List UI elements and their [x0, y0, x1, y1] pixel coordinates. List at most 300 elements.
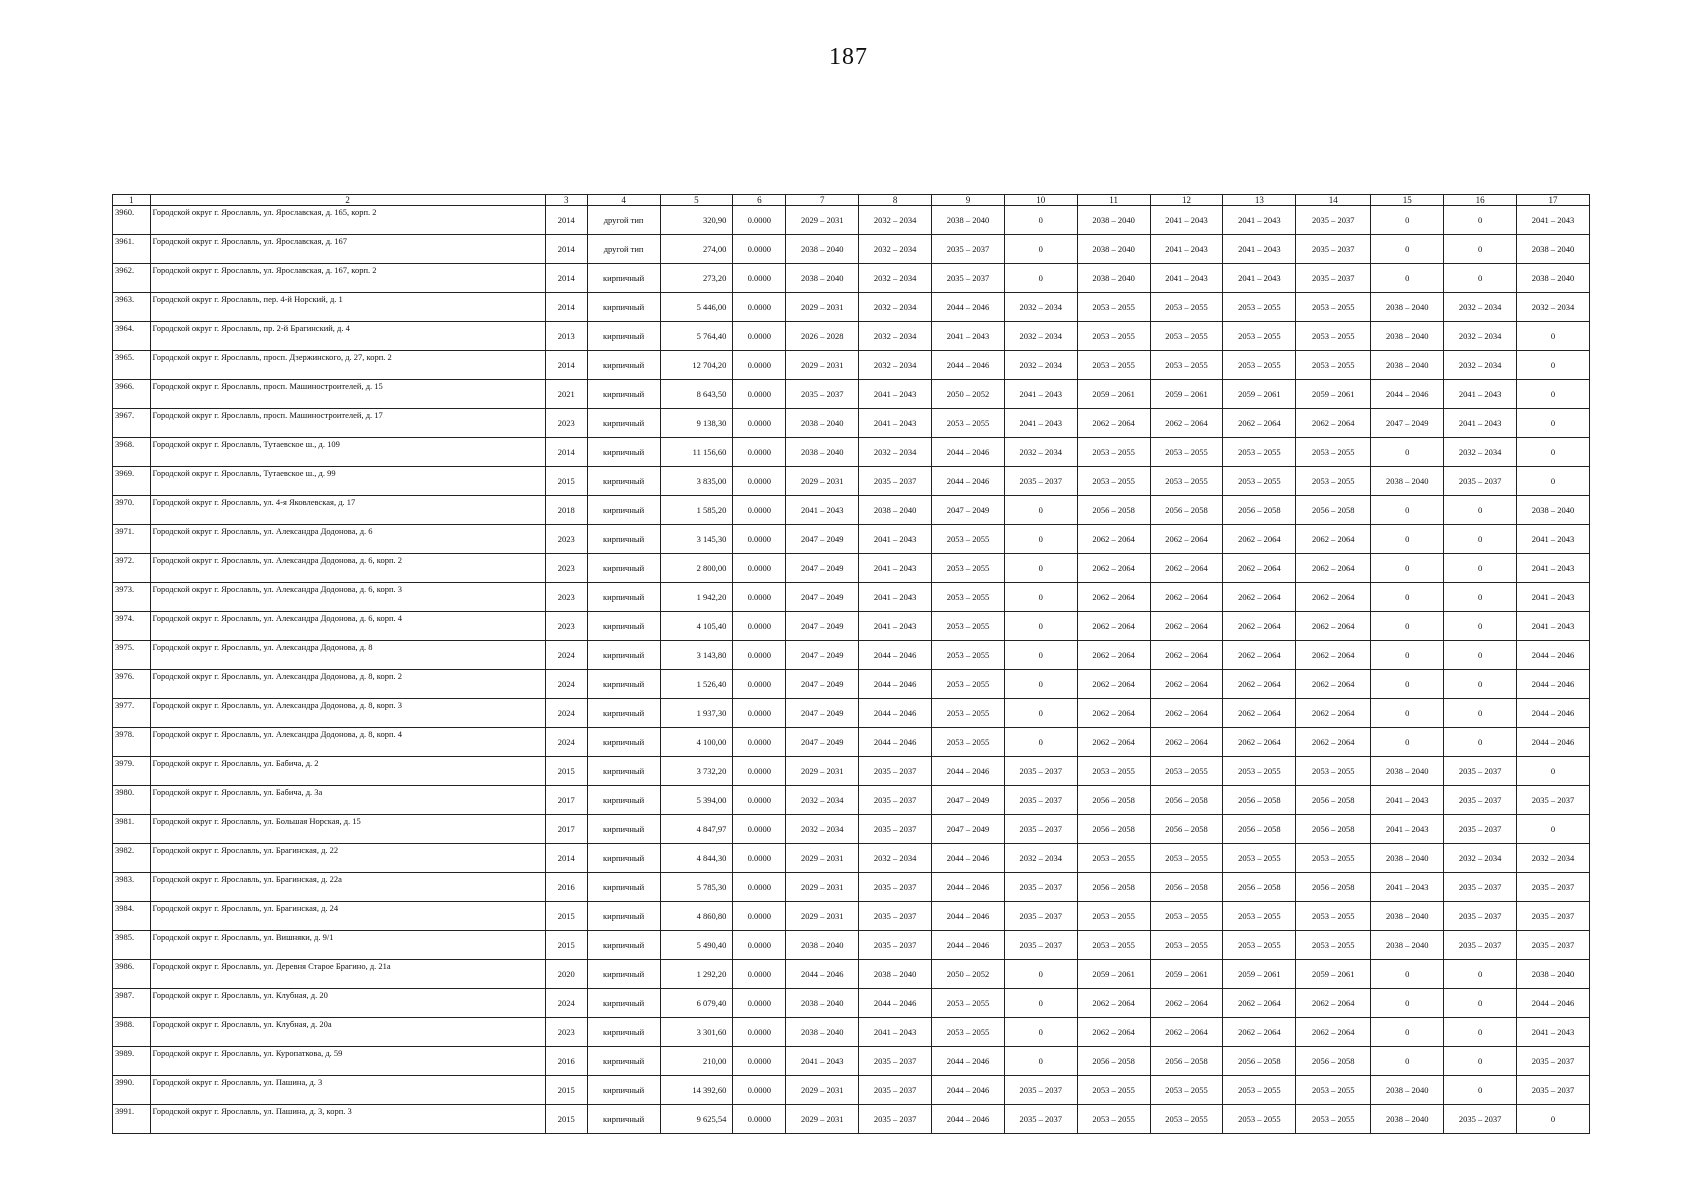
table-cell-col-3: 2015	[545, 931, 587, 960]
table-cell-col-5: 4 844,30	[660, 844, 733, 873]
table-cell-col-9: 2044 – 2046	[932, 1105, 1005, 1134]
table-cell-col-1: 3975.	[113, 641, 151, 670]
table-cell-col-9: 2053 – 2055	[932, 989, 1005, 1018]
table-cell-col-9: 2053 – 2055	[932, 554, 1005, 583]
table-cell-col-6: 0.0000	[733, 902, 786, 931]
table-cell-col-1: 3990.	[113, 1076, 151, 1105]
table-cell-col-7: 2041 – 2043	[786, 1047, 859, 1076]
table-cell-col-12: 2053 – 2055	[1150, 902, 1223, 931]
table-cell-col-12: 2053 – 2055	[1150, 438, 1223, 467]
column-header-2: 2	[150, 195, 545, 206]
table-cell-col-11: 2062 – 2064	[1077, 641, 1150, 670]
table-cell-col-17: 2044 – 2046	[1516, 641, 1589, 670]
table-cell-col-14: 2062 – 2064	[1296, 554, 1371, 583]
table-cell-col-1: 3988.	[113, 1018, 151, 1047]
table-cell-col-6: 0.0000	[733, 380, 786, 409]
column-header-9: 9	[932, 195, 1005, 206]
table-cell-col-3: 2014	[545, 235, 587, 264]
table-cell-col-3: 2014	[545, 438, 587, 467]
table-cell-col-3: 2021	[545, 380, 587, 409]
table-cell-col-17: 2044 – 2046	[1516, 670, 1589, 699]
table-cell-col-13: 2062 – 2064	[1223, 670, 1296, 699]
table-cell-col-6: 0.0000	[733, 322, 786, 351]
column-header-3: 3	[545, 195, 587, 206]
table-cell-col-13: 2062 – 2064	[1223, 1018, 1296, 1047]
table-cell-col-7: 2026 – 2028	[786, 322, 859, 351]
table-cell-col-2: Городской округ г. Ярославль, ул. Александра Додонова, д. 8, корп. 2	[150, 670, 545, 699]
table-cell-col-11: 2062 – 2064	[1077, 554, 1150, 583]
table-cell-col-16: 0	[1444, 612, 1517, 641]
table-cell-col-9: 2053 – 2055	[932, 612, 1005, 641]
table-cell-col-11: 2062 – 2064	[1077, 989, 1150, 1018]
table-cell-col-3: 2013	[545, 322, 587, 351]
table-cell-col-10: 0	[1004, 989, 1077, 1018]
table-cell-col-8: 2041 – 2043	[859, 612, 932, 641]
table-cell-col-8: 2035 – 2037	[859, 1076, 932, 1105]
table-cell-col-15: 2038 – 2040	[1371, 467, 1444, 496]
table-cell-col-16: 2035 – 2037	[1444, 1105, 1517, 1134]
table-cell-col-9: 2044 – 2046	[932, 931, 1005, 960]
table-cell-col-8: 2035 – 2037	[859, 931, 932, 960]
table-cell-col-11: 2056 – 2058	[1077, 815, 1150, 844]
table-cell-col-1: 3967.	[113, 409, 151, 438]
table-cell-col-2: Городской округ г. Ярославль, ул. Клубная, д. 20	[150, 989, 545, 1018]
table-cell-col-14: 2056 – 2058	[1296, 1047, 1371, 1076]
table-row	[113, 380, 1590, 409]
table-cell-col-13: 2056 – 2058	[1223, 873, 1296, 902]
table-cell-col-1: 3965.	[113, 351, 151, 380]
table-cell-col-17: 2035 – 2037	[1516, 902, 1589, 931]
table-cell-col-15: 2044 – 2046	[1371, 380, 1444, 409]
table-cell-col-3: 2016	[545, 1047, 587, 1076]
table-cell-col-9: 2044 – 2046	[932, 1047, 1005, 1076]
table-cell-col-13: 2053 – 2055	[1223, 931, 1296, 960]
table-cell-col-2: Городской округ г. Ярославль, ул. Бабича, д. 2	[150, 757, 545, 786]
table-cell-col-5: 3 732,20	[660, 757, 733, 786]
table-cell-col-15: 0	[1371, 1047, 1444, 1076]
table-cell-col-16: 2032 – 2034	[1444, 844, 1517, 873]
table-cell-col-3: 2018	[545, 496, 587, 525]
table-cell-col-7: 2029 – 2031	[786, 1105, 859, 1134]
table-cell-col-8: 2041 – 2043	[859, 554, 932, 583]
table-cell-col-3: 2024	[545, 641, 587, 670]
table-cell-col-2: Городской округ г. Ярославль, просп. Машиностроителей, д. 17	[150, 409, 545, 438]
table-cell-col-2: Городской округ г. Ярославль, ул. Александра Додонова, д. 6, корп. 2	[150, 554, 545, 583]
table-cell-col-14: 2035 – 2037	[1296, 264, 1371, 293]
table-cell-col-7: 2038 – 2040	[786, 409, 859, 438]
table-cell-col-15: 2038 – 2040	[1371, 322, 1444, 351]
table-cell-col-9: 2053 – 2055	[932, 525, 1005, 554]
table-cell-col-4: кирпичный	[587, 612, 660, 641]
table-cell-col-1: 3964.	[113, 322, 151, 351]
table-cell-col-14: 2059 – 2061	[1296, 960, 1371, 989]
table-cell-col-11: 2053 – 2055	[1077, 1076, 1150, 1105]
table-cell-col-5: 4 860,80	[660, 902, 733, 931]
table-cell-col-16: 2035 – 2037	[1444, 786, 1517, 815]
table-cell-col-16: 2035 – 2037	[1444, 757, 1517, 786]
table-cell-col-9: 2050 – 2052	[932, 380, 1005, 409]
table-cell-col-12: 2041 – 2043	[1150, 206, 1223, 235]
table-cell-col-9: 2044 – 2046	[932, 1076, 1005, 1105]
table-cell-col-9: 2053 – 2055	[932, 728, 1005, 757]
table-cell-col-3: 2015	[545, 1076, 587, 1105]
table-cell-col-12: 2062 – 2064	[1150, 699, 1223, 728]
table-cell-col-5: 3 145,30	[660, 525, 733, 554]
table-cell-col-17: 2035 – 2037	[1516, 786, 1589, 815]
table-cell-col-6: 0.0000	[733, 699, 786, 728]
table-cell-col-14: 2062 – 2064	[1296, 1018, 1371, 1047]
table-cell-col-17: 2035 – 2037	[1516, 1047, 1589, 1076]
table-cell-col-6: 0.0000	[733, 525, 786, 554]
table-cell-col-5: 320,90	[660, 206, 733, 235]
table-cell-col-2: Городской округ г. Ярославль, ул. Деревня Старое Брагино, д. 21а	[150, 960, 545, 989]
table-cell-col-5: 9 625,54	[660, 1105, 733, 1134]
table-cell-col-11: 2056 – 2058	[1077, 873, 1150, 902]
table-cell-col-14: 2053 – 2055	[1296, 322, 1371, 351]
table-cell-col-17: 2032 – 2034	[1516, 844, 1589, 873]
table-cell-col-17: 0	[1516, 467, 1589, 496]
table-cell-col-2: Городской округ г. Ярославль, ул. Александра Додонова, д. 8	[150, 641, 545, 670]
table-cell-col-1: 3989.	[113, 1047, 151, 1076]
table-cell-col-11: 2062 – 2064	[1077, 728, 1150, 757]
column-header-5: 5	[660, 195, 733, 206]
table-cell-col-3: 2014	[545, 206, 587, 235]
table-cell-col-15: 0	[1371, 235, 1444, 264]
table-cell-col-17: 2041 – 2043	[1516, 612, 1589, 641]
table-cell-col-1: 3960.	[113, 206, 151, 235]
table-cell-col-11: 2056 – 2058	[1077, 496, 1150, 525]
table-cell-col-10: 0	[1004, 641, 1077, 670]
table-cell-col-17: 0	[1516, 409, 1589, 438]
table-cell-col-12: 2062 – 2064	[1150, 641, 1223, 670]
table-cell-col-17: 2038 – 2040	[1516, 264, 1589, 293]
table-cell-col-17: 0	[1516, 322, 1589, 351]
table-cell-col-15: 0	[1371, 496, 1444, 525]
table-cell-col-10: 0	[1004, 554, 1077, 583]
table-cell-col-9: 2044 – 2046	[932, 293, 1005, 322]
table-cell-col-14: 2053 – 2055	[1296, 1105, 1371, 1134]
table-row	[113, 641, 1590, 670]
table-row	[113, 815, 1590, 844]
table-cell-col-1: 3982.	[113, 844, 151, 873]
table-cell-col-2: Городской округ г. Ярославль, пер. 4-й Норский, д. 1	[150, 293, 545, 322]
table-cell-col-15: 2038 – 2040	[1371, 902, 1444, 931]
table-cell-col-17: 2041 – 2043	[1516, 583, 1589, 612]
table-cell-col-4: кирпичный	[587, 1047, 660, 1076]
table-cell-col-16: 0	[1444, 699, 1517, 728]
table-cell-col-7: 2047 – 2049	[786, 728, 859, 757]
table-cell-col-6: 0.0000	[733, 496, 786, 525]
table-cell-col-10: 2035 – 2037	[1004, 467, 1077, 496]
table-cell-col-6: 0.0000	[733, 815, 786, 844]
table-cell-col-4: кирпичный	[587, 351, 660, 380]
table-cell-col-3: 2016	[545, 873, 587, 902]
table-cell-col-16: 0	[1444, 525, 1517, 554]
table-cell-col-7: 2038 – 2040	[786, 989, 859, 1018]
table-cell-col-4: кирпичный	[587, 844, 660, 873]
table-cell-col-2: Городской округ г. Ярославль, ул. Ярославская, д. 167	[150, 235, 545, 264]
table-cell-col-10: 2032 – 2034	[1004, 351, 1077, 380]
table-cell-col-12: 2056 – 2058	[1150, 786, 1223, 815]
table-cell-col-6: 0.0000	[733, 757, 786, 786]
table-cell-col-10: 0	[1004, 960, 1077, 989]
table-cell-col-10: 2032 – 2034	[1004, 293, 1077, 322]
table-row	[113, 206, 1590, 235]
table-cell-col-17: 2032 – 2034	[1516, 293, 1589, 322]
table-cell-col-7: 2029 – 2031	[786, 1076, 859, 1105]
table-cell-col-9: 2035 – 2037	[932, 235, 1005, 264]
table-cell-col-1: 3984.	[113, 902, 151, 931]
table-cell-col-17: 2041 – 2043	[1516, 525, 1589, 554]
table-cell-col-6: 0.0000	[733, 960, 786, 989]
table-cell-col-3: 2014	[545, 844, 587, 873]
table-cell-col-11: 2056 – 2058	[1077, 786, 1150, 815]
table-cell-col-10: 0	[1004, 699, 1077, 728]
table-cell-col-5: 210,00	[660, 1047, 733, 1076]
table-cell-col-17: 2041 – 2043	[1516, 1018, 1589, 1047]
table-cell-col-8: 2035 – 2037	[859, 1047, 932, 1076]
table-row	[113, 351, 1590, 380]
table-cell-col-17: 2044 – 2046	[1516, 699, 1589, 728]
table-cell-col-17: 0	[1516, 1105, 1589, 1134]
table-cell-col-15: 2047 – 2049	[1371, 409, 1444, 438]
table-cell-col-17: 2044 – 2046	[1516, 728, 1589, 757]
table-cell-col-9: 2053 – 2055	[932, 670, 1005, 699]
table-cell-col-4: кирпичный	[587, 293, 660, 322]
table-row	[113, 960, 1590, 989]
table-row	[113, 409, 1590, 438]
table-cell-col-12: 2053 – 2055	[1150, 293, 1223, 322]
table-cell-col-2: Городской округ г. Ярославль, ул. Александра Додонова, д. 6, корп. 4	[150, 612, 545, 641]
table-cell-col-11: 2053 – 2055	[1077, 438, 1150, 467]
table-cell-col-9: 2053 – 2055	[932, 409, 1005, 438]
table-cell-col-7: 2041 – 2043	[786, 496, 859, 525]
table-cell-col-8: 2041 – 2043	[859, 409, 932, 438]
table-cell-col-5: 1 292,20	[660, 960, 733, 989]
table-cell-col-17: 0	[1516, 757, 1589, 786]
table-cell-col-2: Городской округ г. Ярославль, ул. Ярославская, д. 167, корп. 2	[150, 264, 545, 293]
table-cell-col-17: 0	[1516, 815, 1589, 844]
table-cell-col-12: 2062 – 2064	[1150, 670, 1223, 699]
table-cell-col-11: 2038 – 2040	[1077, 264, 1150, 293]
table-cell-col-13: 2053 – 2055	[1223, 438, 1296, 467]
table-cell-col-5: 274,00	[660, 235, 733, 264]
table-cell-col-2: Городской округ г. Ярославль, Тутаевское ш., д. 109	[150, 438, 545, 467]
table-cell-col-11: 2053 – 2055	[1077, 467, 1150, 496]
table-cell-col-12: 2062 – 2064	[1150, 612, 1223, 641]
table-row	[113, 989, 1590, 1018]
table-cell-col-15: 2041 – 2043	[1371, 873, 1444, 902]
column-header-7: 7	[786, 195, 859, 206]
table-cell-col-5: 1 585,20	[660, 496, 733, 525]
table-cell-col-5: 273,20	[660, 264, 733, 293]
table-cell-col-2: Городской округ г. Ярославль, ул. 4-я Яковлевская, д. 17	[150, 496, 545, 525]
table-cell-col-14: 2035 – 2037	[1296, 206, 1371, 235]
table-cell-col-13: 2062 – 2064	[1223, 554, 1296, 583]
table-cell-col-4: кирпичный	[587, 1105, 660, 1134]
table-cell-col-16: 2035 – 2037	[1444, 467, 1517, 496]
table-cell-col-10: 2035 – 2037	[1004, 1105, 1077, 1134]
table-cell-col-5: 4 847,97	[660, 815, 733, 844]
table-cell-col-4: другой тип	[587, 206, 660, 235]
table-cell-col-2: Городской округ г. Ярославль, просп. Машиностроителей, д. 15	[150, 380, 545, 409]
table-cell-col-5: 5 764,40	[660, 322, 733, 351]
table-cell-col-11: 2053 – 2055	[1077, 844, 1150, 873]
table-cell-col-5: 4 100,00	[660, 728, 733, 757]
table-row	[113, 583, 1590, 612]
table-cell-col-11: 2053 – 2055	[1077, 1105, 1150, 1134]
table-cell-col-3: 2023	[545, 554, 587, 583]
table-cell-col-4: кирпичный	[587, 583, 660, 612]
table-cell-col-14: 2053 – 2055	[1296, 844, 1371, 873]
table-cell-col-12: 2062 – 2064	[1150, 409, 1223, 438]
table-cell-col-15: 0	[1371, 1018, 1444, 1047]
table-cell-col-11: 2053 – 2055	[1077, 351, 1150, 380]
table-cell-col-8: 2044 – 2046	[859, 670, 932, 699]
table-cell-col-16: 0	[1444, 1018, 1517, 1047]
table-cell-col-5: 6 079,40	[660, 989, 733, 1018]
table-cell-col-1: 3977.	[113, 699, 151, 728]
table-cell-col-9: 2044 – 2046	[932, 902, 1005, 931]
table-cell-col-2: Городской округ г. Ярославль, ул. Большая Норская, д. 15	[150, 815, 545, 844]
table-cell-col-12: 2059 – 2061	[1150, 380, 1223, 409]
table-cell-col-5: 5 490,40	[660, 931, 733, 960]
table-cell-col-8: 2035 – 2037	[859, 467, 932, 496]
table-row	[113, 786, 1590, 815]
table-cell-col-3: 2024	[545, 670, 587, 699]
table-cell-col-5: 5 446,00	[660, 293, 733, 322]
table-cell-col-4: кирпичный	[587, 786, 660, 815]
table-cell-col-5: 1 937,30	[660, 699, 733, 728]
table-cell-col-2: Городской округ г. Ярославль, ул. Клубная, д. 20а	[150, 1018, 545, 1047]
table-cell-col-6: 0.0000	[733, 264, 786, 293]
table-cell-col-10: 0	[1004, 583, 1077, 612]
table-cell-col-13: 2053 – 2055	[1223, 1105, 1296, 1134]
table-cell-col-5: 3 143,80	[660, 641, 733, 670]
table-cell-col-11: 2062 – 2064	[1077, 670, 1150, 699]
table-cell-col-10: 0	[1004, 206, 1077, 235]
table-cell-col-12: 2053 – 2055	[1150, 1076, 1223, 1105]
table-cell-col-14: 2035 – 2037	[1296, 235, 1371, 264]
table-cell-col-10: 2041 – 2043	[1004, 380, 1077, 409]
table-cell-col-16: 2035 – 2037	[1444, 902, 1517, 931]
table-cell-col-5: 2 800,00	[660, 554, 733, 583]
table-cell-col-15: 0	[1371, 612, 1444, 641]
table-cell-col-12: 2053 – 2055	[1150, 467, 1223, 496]
table-cell-col-7: 2029 – 2031	[786, 467, 859, 496]
table-cell-col-7: 2029 – 2031	[786, 844, 859, 873]
table-cell-col-13: 2056 – 2058	[1223, 786, 1296, 815]
table-cell-col-10: 2035 – 2037	[1004, 931, 1077, 960]
column-header-1: 1	[113, 195, 151, 206]
table-row	[113, 438, 1590, 467]
table-cell-col-15: 0	[1371, 264, 1444, 293]
table-cell-col-6: 0.0000	[733, 583, 786, 612]
table-row	[113, 612, 1590, 641]
table-cell-col-15: 0	[1371, 438, 1444, 467]
table-cell-col-16: 0	[1444, 641, 1517, 670]
table-cell-col-16: 0	[1444, 554, 1517, 583]
table-cell-col-14: 2053 – 2055	[1296, 902, 1371, 931]
table-cell-col-7: 2029 – 2031	[786, 293, 859, 322]
table-cell-col-9: 2044 – 2046	[932, 467, 1005, 496]
table-cell-col-17: 2044 – 2046	[1516, 989, 1589, 1018]
table-cell-col-2: Городской округ г. Ярославль, ул. Пашина, д. 3	[150, 1076, 545, 1105]
table-cell-col-8: 2032 – 2034	[859, 264, 932, 293]
table-cell-col-10: 0	[1004, 1047, 1077, 1076]
table-cell-col-14: 2062 – 2064	[1296, 583, 1371, 612]
table-cell-col-16: 0	[1444, 670, 1517, 699]
table-cell-col-3: 2015	[545, 1105, 587, 1134]
table-cell-col-2: Городской округ г. Ярославль, ул. Пашина, д. 3, корп. 3	[150, 1105, 545, 1134]
table-cell-col-5: 14 392,60	[660, 1076, 733, 1105]
table-cell-col-10: 2035 – 2037	[1004, 786, 1077, 815]
table-cell-col-8: 2035 – 2037	[859, 1105, 932, 1134]
table-cell-col-1: 3970.	[113, 496, 151, 525]
table-cell-col-10: 0	[1004, 525, 1077, 554]
table-cell-col-7: 2038 – 2040	[786, 235, 859, 264]
table-cell-col-16: 2032 – 2034	[1444, 438, 1517, 467]
table-cell-col-15: 2038 – 2040	[1371, 1105, 1444, 1134]
housing-register-table	[112, 194, 1590, 1134]
table-cell-col-13: 2041 – 2043	[1223, 235, 1296, 264]
table-cell-col-3: 2014	[545, 351, 587, 380]
table-cell-col-4: кирпичный	[587, 960, 660, 989]
table-cell-col-5: 3 835,00	[660, 467, 733, 496]
table-cell-col-7: 2029 – 2031	[786, 206, 859, 235]
table-cell-col-8: 2032 – 2034	[859, 438, 932, 467]
table-cell-col-15: 2038 – 2040	[1371, 931, 1444, 960]
table-cell-col-10: 0	[1004, 235, 1077, 264]
table-cell-col-9: 2044 – 2046	[932, 438, 1005, 467]
column-header-15: 15	[1371, 195, 1444, 206]
table-cell-col-5: 11 156,60	[660, 438, 733, 467]
table-cell-col-13: 2041 – 2043	[1223, 264, 1296, 293]
table-cell-col-8: 2044 – 2046	[859, 989, 932, 1018]
table-row	[113, 757, 1590, 786]
table-cell-col-8: 2044 – 2046	[859, 699, 932, 728]
table-cell-col-14: 2053 – 2055	[1296, 293, 1371, 322]
table-cell-col-6: 0.0000	[733, 1018, 786, 1047]
table-cell-col-4: кирпичный	[587, 409, 660, 438]
table-cell-col-7: 2047 – 2049	[786, 554, 859, 583]
table-row	[113, 902, 1590, 931]
table-cell-col-14: 2062 – 2064	[1296, 525, 1371, 554]
table-cell-col-5: 8 643,50	[660, 380, 733, 409]
table-cell-col-8: 2035 – 2037	[859, 786, 932, 815]
table-cell-col-17: 0	[1516, 380, 1589, 409]
table-cell-col-11: 2062 – 2064	[1077, 525, 1150, 554]
table-row	[113, 235, 1590, 264]
table-cell-col-15: 2038 – 2040	[1371, 293, 1444, 322]
table-cell-col-3: 2023	[545, 1018, 587, 1047]
column-header-4: 4	[587, 195, 660, 206]
table-cell-col-11: 2053 – 2055	[1077, 293, 1150, 322]
table-cell-col-6: 0.0000	[733, 1047, 786, 1076]
table-cell-col-12: 2056 – 2058	[1150, 1047, 1223, 1076]
table-cell-col-15: 0	[1371, 728, 1444, 757]
table-cell-col-16: 0	[1444, 728, 1517, 757]
table-cell-col-3: 2024	[545, 699, 587, 728]
table-cell-col-16: 0	[1444, 583, 1517, 612]
table-cell-col-10: 0	[1004, 670, 1077, 699]
table-row	[113, 1105, 1590, 1134]
table-cell-col-1: 3981.	[113, 815, 151, 844]
table-cell-col-16: 0	[1444, 1047, 1517, 1076]
table-cell-col-17: 0	[1516, 438, 1589, 467]
table-cell-col-8: 2041 – 2043	[859, 583, 932, 612]
table-cell-col-4: кирпичный	[587, 873, 660, 902]
